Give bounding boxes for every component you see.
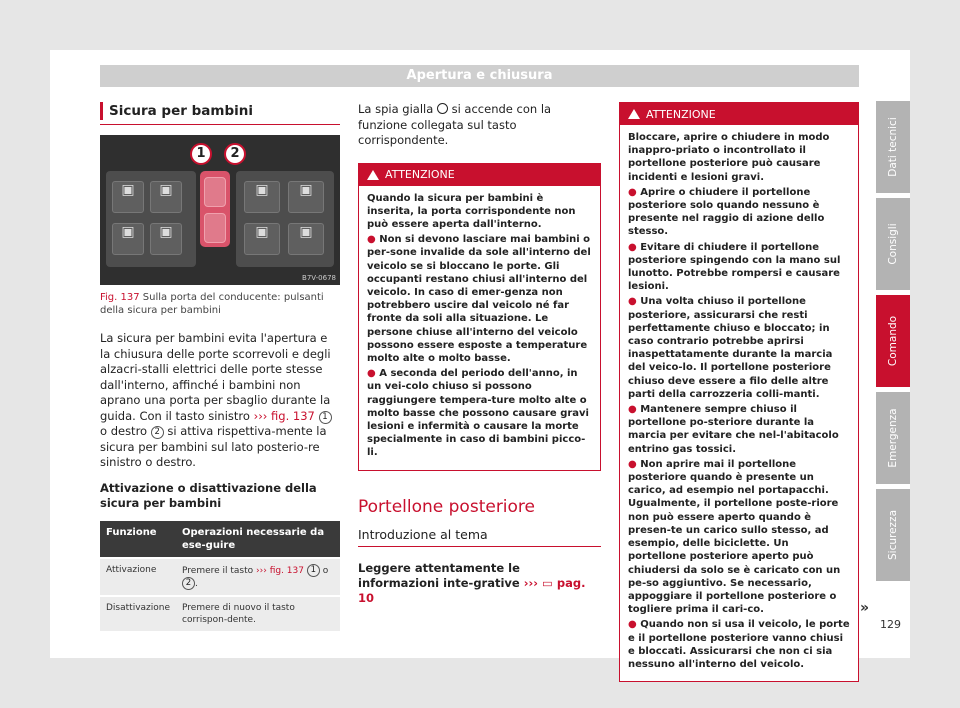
tab-consigli[interactable]: [876, 198, 910, 290]
warning-title: ATTENZIONE: [646, 107, 716, 121]
subheading: Attivazione o disattivazione della sicura per bambini: [100, 480, 317, 510]
warning-bullet: [628, 618, 850, 671]
warning-bullet: [367, 233, 592, 365]
warning-body: [359, 186, 600, 470]
cell-text: o: [319, 565, 329, 576]
bullet-icon: ●: [628, 458, 641, 470]
tab-emergenza[interactable]: [876, 392, 910, 484]
tab-comando[interactable]: [876, 295, 910, 387]
bullet-text: Mantenere sempre chiuso il portellone po-steriore durante la marcia per evitare che nel-l'abitacolo entrino gas tossici.: [628, 404, 839, 455]
warning-text: Bloccare, aprire o chiudere in modo inappro-priato o incontrollato il portellone posteriore può causare incidenti e lesioni gravi.: [628, 132, 830, 183]
bullet-icon: ●: [628, 186, 641, 198]
table-cell: Attivazione: [100, 558, 176, 596]
function-table: [100, 521, 340, 631]
column-middle: [358, 102, 601, 606]
bullet-text: Non si devono lasciare mai bambini o per-sone invalide da sole all'interno del veicolo se si bloccano le porte. Gli occupanti restano chiusi all'interno del veicolo. In caso di emer-genza non potrebbero uscire dal veicolo né far fronte da soli alla situazione. Le persone chiuse all'interno del veicolo possono essere esposte a temperature molto alte o molto basse.: [367, 234, 591, 364]
page-number: 129: [880, 618, 901, 631]
warning-bullet: [628, 403, 850, 456]
window-switch-icon: ▣: [150, 223, 182, 255]
warning-body: [620, 125, 858, 681]
bullet-text: A seconda del periodo dell'anno, in un vei-colo chiuso si possono raggiungere tempera-ture molto alte o molto basse che possono causare gravi lesioni e infermità o causare la morte specialmente in caso di bambini picco-li.: [367, 368, 589, 459]
warning-header: [620, 103, 858, 125]
warning-bullet: [628, 241, 850, 294]
tab-sicurezza[interactable]: [876, 489, 910, 581]
section-heading: Portellone posteriore: [358, 496, 536, 517]
warning-header: [359, 164, 600, 186]
column-left: [100, 102, 340, 631]
bullet-text: Una volta chiuso il portellone posteriore, assicurarsi che resti perfettamente chiuso e bloccato; in caso contrario potrebbe aprirsi inaspettatamente durante la marcia del veico-lo. Il portellone posteriore chiuso deve essere a filo delle altre parti della carrozzeria colli-manti.: [628, 296, 833, 400]
para-text: o destro: [100, 424, 151, 438]
warning-box: [619, 102, 859, 682]
read-note: [358, 561, 601, 606]
window-switch-icon: ▣: [112, 223, 144, 255]
para-text: La sicura per bambini evita l'apertura e la chiusura delle porte scorrevoli e degli alzacri-stalli elettrici delle porte stesse dall'interno, affinché i bambini non aprano una porta per sbaglio durante la guida. Con il tasto sinistro: [100, 331, 331, 423]
table-cell: [176, 558, 340, 596]
table-cell: Disattivazione: [100, 596, 176, 631]
paragraph: [100, 331, 340, 471]
page-link-arrow[interactable]: ›››: [523, 575, 538, 590]
warning-triangle-icon: [628, 109, 640, 119]
child-lock-right-button: [204, 213, 226, 243]
column-right: [619, 102, 859, 682]
warning-text: Quando la sicura per bambini è inserita, la porta corrispondente non può essere aperta dall'interno.: [367, 192, 576, 230]
window-switch-icon: ▣: [244, 223, 280, 255]
key-number-1: 1: [307, 564, 320, 577]
key-number-1: 1: [319, 411, 332, 424]
section-title: Sicura per bambini: [100, 102, 340, 120]
warning-lamp-icon: [437, 103, 448, 114]
table-cell: Premere di nuovo il tasto corrispon-dente.: [176, 596, 340, 631]
page: [50, 50, 910, 670]
tab-label: Comando: [887, 315, 899, 367]
child-lock-left-button: [204, 177, 226, 207]
figure-137: [100, 135, 340, 285]
warning-box: [358, 163, 601, 471]
callout-2: 2: [224, 143, 246, 165]
table-row: [100, 596, 340, 631]
bullet-icon: ●: [628, 241, 641, 253]
figure-link[interactable]: ››› fig. 137: [256, 565, 304, 576]
para-text: si attiva rispettiva-mente la sicura per bambini sul lato posterio-re sinistro o destro.: [100, 424, 327, 469]
bullet-text: Evitare di chiudere il portellone posteriore spingendo con la mano sul lunotto. Potrebbe rompersi e causare lesioni.: [628, 241, 841, 293]
table-header: Funzione: [100, 521, 176, 558]
book-icon: ▭: [541, 575, 553, 590]
section-divider: [100, 124, 340, 125]
intro-heading: Introduzione al tema: [358, 526, 488, 542]
figure-code: B7V-0678: [302, 274, 336, 282]
continue-icon: »: [860, 600, 870, 616]
tab-label: Consigli: [887, 223, 899, 265]
table-header: Operazioni necessarie da ese-guire: [176, 521, 340, 558]
window-switch-icon: ▣: [244, 181, 280, 213]
chapter-header: Apertura e chiusura: [100, 65, 859, 87]
caption-text: Sulla porta del conducente: pulsanti della sicura per bambini: [100, 292, 324, 316]
cell-text: Premere il tasto: [182, 565, 257, 576]
bullet-icon: ●: [628, 404, 641, 416]
warning-triangle-icon: [367, 170, 379, 180]
bullet-icon: ●: [628, 296, 641, 308]
figure-caption: [100, 291, 340, 317]
warning-bullet: [628, 186, 850, 239]
table-header-row: [100, 521, 340, 558]
tab-dati-tecnici[interactable]: [876, 101, 910, 193]
tab-label: Emergenza: [887, 408, 899, 468]
page-link[interactable]: pag. 10: [358, 575, 586, 605]
bullet-text: Aprire o chiudere il portellone posteriore solo quando nessuno è presente nel raggio di azione dello stesso.: [628, 186, 825, 238]
intro-divider: [358, 546, 601, 547]
window-switch-icon: ▣: [150, 181, 182, 213]
warning-bullet: [628, 295, 850, 401]
warning-title: ATTENZIONE: [385, 168, 455, 181]
window-switch-icon: ▣: [112, 181, 144, 213]
tab-label: Dati tecnici: [887, 117, 899, 177]
tab-label: Sicurezza: [887, 509, 899, 561]
key-number-2: 2: [182, 577, 195, 590]
paragraph: [358, 102, 601, 149]
bullet-icon: ●: [367, 234, 380, 246]
window-switch-icon: ▣: [288, 181, 324, 213]
callout-1: 1: [190, 143, 212, 165]
bullet-text: Non aprire mai il portellone posteriore quando è presente un carico, ad esempio nel portapacchi. Ugualmente, il portellone poste-riore non può essere aperto quando è presen-te un carico sullo stesso, ad esempio, delle biciclette. Un portellone posteriore aperto può chiudersi da solo se è caricato con un pe-so aggiuntivo. Se necessario, appoggiare il portellone posteriore o togliere prima il cari-co.: [628, 458, 841, 616]
read-text: Leggere attentamente le informazioni inte-grative: [358, 560, 524, 590]
bullet-icon: ●: [628, 619, 641, 631]
warning-bullet: [628, 458, 850, 616]
window-switch-icon: ▣: [288, 223, 324, 255]
figure-number: Fig. 137: [100, 292, 140, 303]
figure-link[interactable]: ››› fig. 137: [253, 408, 315, 423]
warning-bullet: [367, 367, 592, 459]
table-row: [100, 558, 340, 596]
key-number-2: 2: [151, 426, 164, 439]
bullet-text: Quando non si usa il veicolo, le porte e il portellone posteriore vanno chiusi e bloccati. Assicurarsi che non ci sia nessuno all'interno del veicolo.: [628, 619, 850, 670]
para-text: La spia gialla: [358, 102, 437, 116]
cell-text: .: [195, 578, 198, 589]
para-text: si accende con la funzione collegata sul tasto corrispondente.: [358, 102, 552, 147]
bullet-icon: ●: [367, 368, 380, 380]
